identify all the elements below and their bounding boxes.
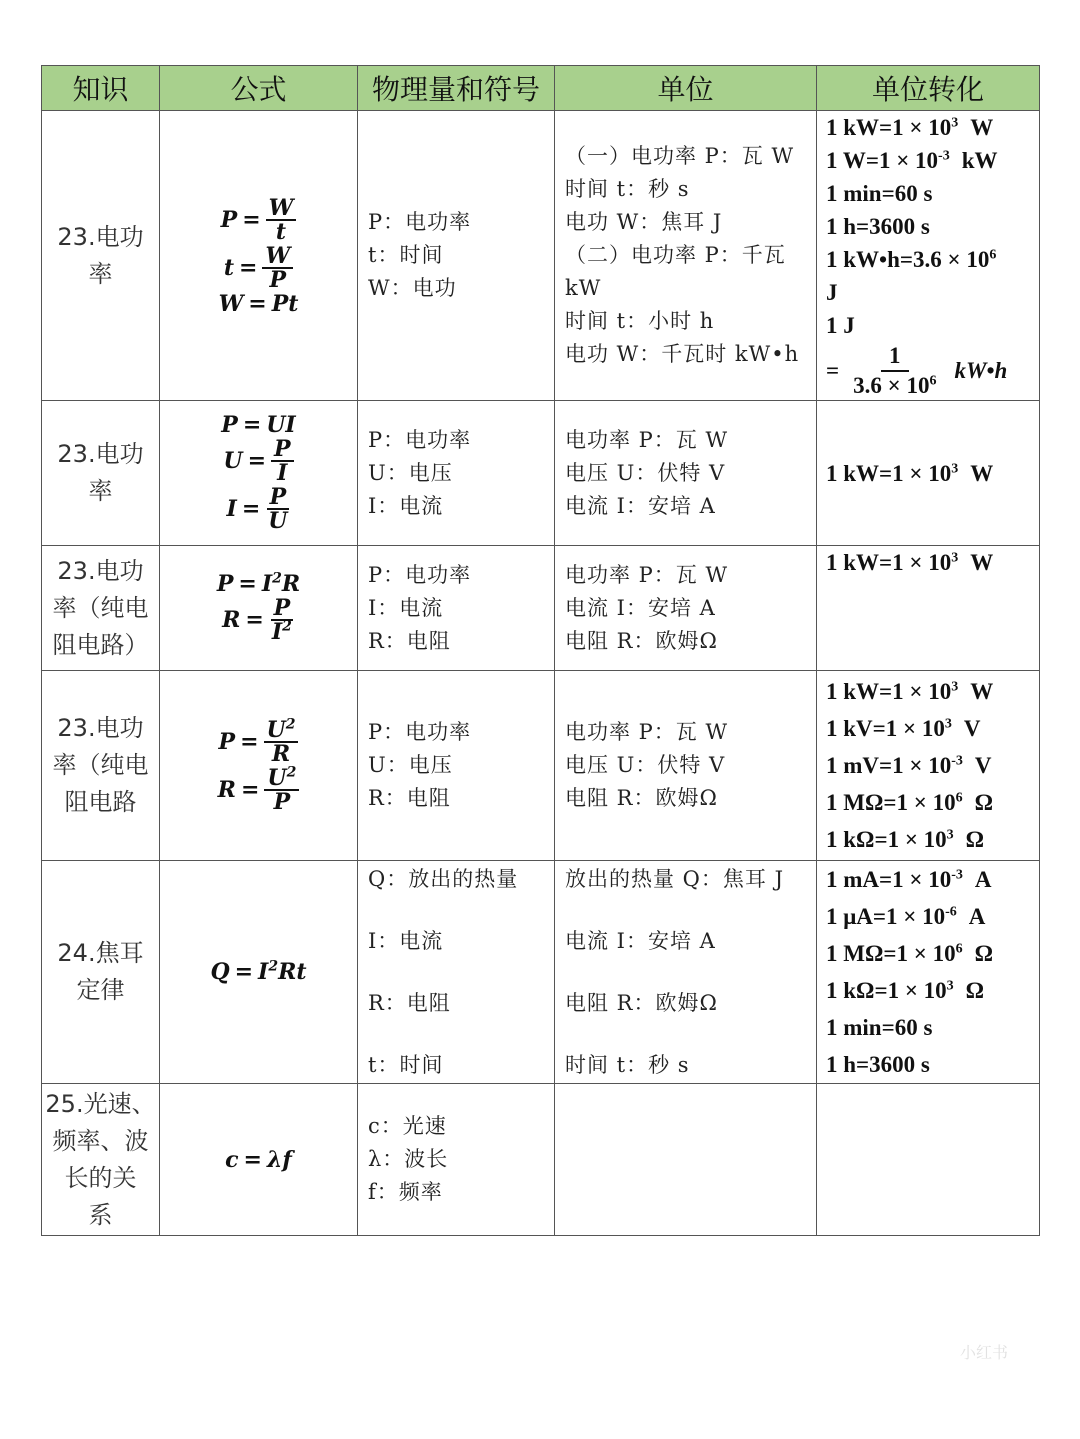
formula [160,958,357,985]
conversion-exponent: -6 [945,904,957,920]
formula-lhs: P [216,571,234,597]
table-row [42,1084,1040,1236]
numerator [267,486,290,510]
conversion-unit: W [970,115,994,141]
formula [160,764,357,815]
fraction [845,342,944,399]
knowledge-cell [42,861,160,1084]
unit-line: 电功率 P：瓦 W [565,427,729,452]
units-cell [555,111,817,401]
knowledge-cell [42,111,160,401]
formula-lhs: P [220,206,238,233]
formula [160,438,357,484]
conversion-unit: V [974,753,992,778]
symbol-line: P：电功率 [368,720,472,744]
formula-rhs [271,290,299,317]
formula-var: U [268,508,288,534]
formula [160,486,357,532]
unit-line: 时间 t：小时 h [565,309,715,333]
formula-cell [160,401,358,546]
numerator: 1 [881,342,909,372]
formula-var: I [258,959,269,985]
formula-lhs: R [222,607,241,633]
symbols-cell [358,861,555,1084]
equals-sign: = [247,448,267,474]
formula-var: UI [266,412,296,438]
conversion-line [826,972,1039,1009]
knowledge-line: 系 [88,1200,113,1229]
numerator [264,764,299,791]
equals-sign: = [243,1146,262,1173]
unit-line: 电功率 P：瓦 W [565,720,729,744]
fraction [262,242,293,293]
conversion-cell [817,861,1040,1084]
conversion-line [826,309,1039,342]
formula-rhs [266,414,295,436]
conversion-text: 1 mV=1 × 10 [826,753,952,778]
units-cell [555,861,817,1084]
conversion-text: 1 kW=1 × 10 [826,115,952,141]
conversion-cell [817,546,1040,671]
conversion-line [826,861,1039,898]
formula-var: P [274,436,291,462]
conversion-line [826,457,1039,490]
knowledge-line: 23.电功 [57,222,144,251]
symbol-line: U：电压 [368,460,453,485]
unit-line: 电阻 R：欧姆Ω [565,990,718,1015]
knowledge-cell [42,401,160,546]
denominator-exponent: 6 [929,373,937,389]
conversion-exponent: -3 [951,867,963,883]
formula [160,242,357,293]
conversion-text: 1 min=60 s [826,181,933,207]
formula-cell [160,546,358,671]
formula-cell [160,111,358,401]
knowledge-line: 阻电路 [64,788,137,816]
conversion-text: 1 kΩ=1 × 10 [826,827,947,852]
symbols-cell [358,1084,555,1236]
fraction [265,486,290,532]
conversion-fraction-line [826,342,1039,399]
knowledge-line: 25.光速、 [45,1089,156,1118]
equals-sign: = [239,254,258,281]
conversion-unit: W [970,679,994,704]
units-cell [555,1084,817,1236]
formula-exponent: 2 [282,618,292,635]
symbol-line: I：电流 [368,595,444,620]
formula-var: P [269,266,287,293]
formula-var: I [271,619,283,645]
unit-line: 放出的热量 Q：焦耳 J [565,866,784,891]
formula-cell [160,671,358,861]
table-row [42,401,1040,546]
equals-sign: = [245,607,264,633]
knowledge-line: 率 [88,477,113,505]
formula [160,194,357,245]
symbol-line: t：时间 [368,243,444,267]
symbol-line: c：光速 [368,1114,447,1138]
formula-var: I [261,571,273,597]
formula [160,414,357,436]
conversion-line [826,177,1039,210]
knowledge-line: 23.电功 [57,714,144,742]
conversion-unit: A [974,867,992,892]
knowledge-line: 阻电路） [52,630,149,659]
symbol-line: R：电阻 [368,990,451,1015]
conversion-exponent: 6 [955,790,963,806]
formula-var: R [281,571,301,597]
formula-var: U [267,764,287,791]
conversion-text: 1 kW=1 × 10 [826,679,952,704]
formula-lhs: c [225,1146,239,1173]
conversion-exponent: 6 [989,247,997,263]
conversion-line [826,1009,1039,1046]
formula-cell [160,861,358,1084]
numerator [266,194,297,221]
knowledge-line: 率（纯电 [52,751,149,779]
conversion-text: 1 J [826,313,855,339]
unit-line: 电阻 R：欧姆Ω [565,786,718,810]
knowledge-line: 率 [88,259,113,288]
conversion-line [826,935,1039,972]
equals-sign: = [240,728,259,755]
conversion-unit: Ω [974,790,994,815]
conversion-cell [817,111,1040,401]
denominator [274,462,290,484]
conversion-cell [817,401,1040,546]
formula-lhs: I [226,496,237,522]
fraction [269,597,295,643]
equals-sign: = [234,959,254,985]
knowledge-line: 定律 [76,976,125,1004]
symbol-line: f：频率 [368,1180,443,1204]
denominator-text: 3.6 × 10 [853,373,930,398]
conversion-exponent: 6 [955,941,963,957]
conversion-text: 1 W=1 × 10 [826,148,939,174]
header-knowledge: 知识 [42,66,160,111]
conversion-line [826,673,1039,710]
denominator [273,218,289,245]
conversion-unit: Ω [965,978,985,1003]
symbols-cell [358,546,555,671]
conversion-exponent: 3 [951,115,959,131]
units-cell [555,546,817,671]
watermark: 小红书 [960,1343,1009,1362]
conversion-exponent: 3 [951,679,959,695]
equals-sign: = [826,358,840,384]
knowledge-line: 23.电功 [57,556,144,585]
symbol-line: R：电阻 [368,628,451,653]
formula-var: λf [266,1146,292,1173]
equals-sign: = [241,496,261,522]
unit-line: 电压 U：伏特 V [565,753,726,777]
formula [160,597,357,643]
knowledge-cell [42,671,160,861]
denominator [269,618,295,645]
conversion-unit: V [963,716,981,741]
formula [160,1146,357,1173]
formula-rhs [266,1146,292,1173]
denominator [271,788,294,815]
formula [160,570,357,597]
knowledge-cell [42,1084,160,1236]
table-row [42,671,1040,861]
symbol-line: I：电流 [368,928,444,953]
conversion-text: 1 MΩ=1 × 10 [826,941,956,966]
unit-line: 电流 I：安培 A [565,493,716,518]
symbol-line: P：电功率 [368,427,472,452]
header-row [42,66,1040,111]
conversion-exponent: -3 [938,148,950,164]
knowledge-line: 23.电功 [57,440,144,468]
table-row [42,546,1040,671]
table-row [42,861,1040,1084]
conversion-text: J [826,280,838,306]
unit-line: kW [565,276,602,300]
conversion-line [826,747,1039,784]
denominator [265,510,290,532]
physics-formula-table [41,65,1040,1236]
conversion-exponent: 3 [951,460,959,476]
unit-line: 电压 U：伏特 V [565,460,726,485]
knowledge-line: 长的关 [64,1163,137,1192]
denominator [267,266,290,293]
header-conversion: 单位转化 [817,66,1040,111]
unit-line: 电阻 R：欧姆Ω [565,628,718,653]
symbols-cell [358,401,555,546]
units-cell [555,671,817,861]
formula-cell [160,1084,358,1236]
conversion-text: 1 h=3600 s [826,1052,930,1077]
formula-lhs: P [221,412,238,438]
formula-lhs: P [218,728,236,755]
conversion-unit: Ω [965,827,985,852]
numerator [271,597,294,621]
symbol-line: I：电流 [368,493,444,518]
conversion-line [826,144,1039,177]
conversion-text: 1 MΩ=1 × 10 [826,790,956,815]
conversion-text: 1 h=3600 s [826,214,930,240]
header-units: 单位 [555,66,817,111]
symbols-cell [358,671,555,861]
conversion-unit: kW [961,148,998,174]
conversion-line [826,546,1039,579]
formula-var: Rt [278,959,307,985]
symbol-line: R：电阻 [368,786,451,810]
formula-lhs: U [223,448,243,474]
header-formula: 公式 [160,66,358,111]
conversion-text: 1 mA=1 × 10 [826,867,952,892]
formula-var: I [277,460,288,486]
fraction [266,194,297,245]
fraction [271,438,294,484]
formula-lhs: Q [210,959,230,985]
conversion-line [826,821,1039,858]
symbol-line: P：电功率 [368,562,472,587]
formula-exponent: 2 [268,958,279,975]
formula [160,716,357,767]
table-row [42,111,1040,401]
formula-var: W [265,242,291,269]
formula-var: t [275,218,287,245]
fraction [264,716,299,767]
formula-rhs [261,570,301,597]
conversion-text: 1 μA=1 × 10 [826,904,946,929]
symbol-line: U：电压 [368,753,453,777]
unit-line: 时间 t：秒 s [565,177,690,201]
conversion-text: 1 min=60 s [826,1015,933,1040]
conversion-exponent: 3 [946,827,954,843]
formula-var: P [273,788,291,815]
conversion-text: 1 kW•h=3.6 × 10 [826,247,990,273]
conversion-text: 1 kW=1 × 10 [826,550,952,575]
conversion-cell [817,1084,1040,1236]
conversion-exponent: 3 [951,550,959,566]
equals-sign: = [248,290,267,317]
conversion-exponent: 3 [946,978,954,994]
formula-lhs: R [217,776,236,803]
conversion-line [826,710,1039,747]
knowledge-line: 率（纯电 [52,593,149,622]
equals-sign: = [242,412,262,438]
symbol-line: W：电功 [368,276,457,300]
symbols-cell [358,111,555,401]
conversion-cell [817,671,1040,861]
unit-line: 电功率 P：瓦 W [565,562,729,587]
formula-lhs: t [223,254,234,281]
formula [160,290,357,317]
unit-line: （一）电功率 P：瓦 W [565,144,795,168]
conversion-text: 1 kΩ=1 × 10 [826,978,947,1003]
unit-line: 时间 t：秒 s [565,1052,690,1077]
knowledge-cell [42,546,160,671]
numerator [264,716,299,743]
formula-rhs [258,958,307,985]
numerator [262,242,293,269]
unit-line: 电功 W：焦耳 J [565,210,723,234]
denominator [269,740,293,767]
formula-exponent: 2 [286,764,297,781]
conversion-line [826,276,1039,309]
conversion-unit: W [970,550,994,575]
unit-line: 电流 I：安培 A [565,595,716,620]
equals-sign: = [240,776,260,803]
equals-sign: = [242,206,261,233]
denominator [845,372,944,400]
unit-line: （二）电功率 P：千瓦 [565,243,786,267]
formula-var: Pt [271,290,299,317]
fraction [264,764,299,815]
symbol-line: P：电功率 [368,210,472,234]
conversion-line [826,784,1039,821]
symbol-line: λ：波长 [368,1147,449,1171]
numerator [271,438,294,462]
formula-var: R [271,740,291,767]
formula-var: W [268,194,294,221]
unit-line: 电功 W：千瓦时 kW•h [565,342,800,366]
conversion-exponent: 3 [944,716,952,732]
knowledge-line: 频率、波 [52,1126,149,1155]
conversion-text: 1 kW=1 × 10 [826,460,952,486]
equals-sign: = [238,571,257,597]
conversion-text: 1 kV=1 × 10 [826,716,945,741]
formula-var: P [269,484,287,510]
conversion-unit: Ω [974,941,994,966]
conversion-exponent: -3 [951,753,963,769]
unit-line: 电流 I：安培 A [565,928,716,953]
conversion-line [826,210,1039,243]
conversion-line [826,898,1039,935]
units-cell [555,401,817,546]
formula-lhs: W [218,290,244,317]
conversion-unit: A [968,904,986,929]
formula-var: P [273,595,291,621]
knowledge-line: 24.焦耳 [57,939,144,967]
conversion-line [826,243,1039,276]
header-symbols: 物理量和符号 [358,66,555,111]
conversion-line [826,1046,1039,1083]
formula-exponent: 2 [285,716,296,733]
symbol-line: t：时间 [368,1052,444,1077]
fraction-unit: kW•h [954,358,1008,384]
conversion-line [826,111,1039,144]
symbol-line: Q：放出的热量 [368,866,519,891]
conversion-unit: W [970,460,994,486]
formula-var: U [266,716,286,743]
formula-exponent: 2 [272,570,282,587]
